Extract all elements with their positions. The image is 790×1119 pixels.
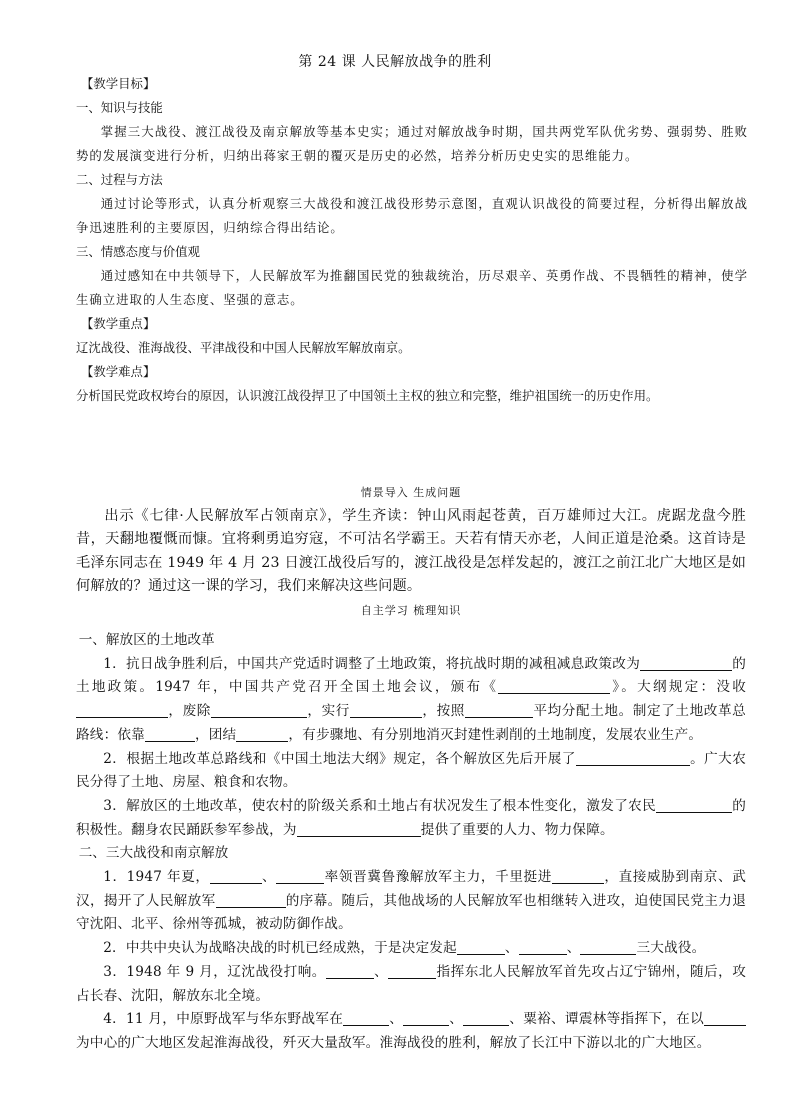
emotion-heading: 三、情感态度与价值观	[76, 244, 200, 259]
question-3-campaigns: 3．1948 年 9 月，辽沈战役打响。 、 指挥东北人民解放军首先攻占辽宁锦州，随后，攻占长春、沈阳，解放东北全境。	[76, 963, 747, 1004]
answer-blank[interactable]	[640, 656, 732, 671]
answer-blank[interactable]	[145, 727, 195, 742]
lesson-title: 第 24 课 人民解放战争的胜利	[298, 54, 492, 70]
answer-blank[interactable]	[704, 1012, 746, 1027]
part1-heading: 一、解放区的土地改革	[78, 632, 215, 648]
question-2-land: 2．根据土地改革总路线和《中国土地法大纲》规定，各个解放区先后开展了 。广大农民分得了土地、房屋、粮食和农物。	[76, 750, 746, 791]
answer-blank[interactable]	[76, 704, 168, 719]
emotion-text: 通过感知在中共领导下，人民解放军为推翻国民党的独裁统治，历尽艰辛、英勇作战、不畏牺牲的精神，使学生确立进取的人生态度、坚强的意志。	[76, 268, 748, 307]
key-points-text: 辽沈战役、淮海战役、平津战役和中国人民解放军解放南京。	[76, 340, 411, 355]
answer-blank[interactable]	[276, 869, 324, 884]
answer-blank[interactable]	[216, 893, 286, 908]
teaching-objectives-section	[76, 72, 748, 408]
answer-blank[interactable]	[576, 751, 690, 766]
self-study-section	[76, 629, 746, 1056]
answer-blank[interactable]	[388, 964, 436, 979]
question-2-campaigns: 2．中共中央认为战略决战的时机已经成熟，于是决定发起 、 、 三大战役。	[103, 940, 706, 957]
answer-blank[interactable]	[463, 1012, 509, 1027]
knowledge-heading: 一、知识与技能	[76, 100, 163, 115]
answer-blank[interactable]	[498, 680, 610, 695]
answer-blank[interactable]	[580, 941, 636, 956]
question-4-campaigns: 4．11 月，中原野战军与华东野战军在 、 、 、粟裕、谭震林等指挥下，在以为中心的广大地区发起淮海战役，歼灭大量敌军。淮海战役的胜利，解放了长江中下游以北的广大地区。	[76, 1008, 746, 1055]
objectives-heading: 【教学目标】	[81, 76, 156, 91]
question-1-land: 1．抗日战争胜利后，中国共产党适时调整了土地政策，将抗战时期的减租减息政策改为 的土地政策。1947 年，中国共产党召开全国土地会议，颁布《 》。大纲规定：没收，废除 ，实行 ，按照 平均分配土地。制定了土地改革总路线：依靠 ，团结 ，有步骤地、有分别地消灭封建性剥削的土地制度，发展农业生产。	[76, 655, 747, 743]
key-points-heading: 【教学重点】	[81, 316, 156, 331]
answer-blank[interactable]	[350, 704, 422, 719]
intro-text: 出示《七律·人民解放军占领南京》，学生齐读：钟山风雨起苍黄，百万雄师过大江。虎踞龙盘今胜昔，天翻地覆慨而慷。宜将剩勇追穷寇，不可沽名学霸王。天若有情天亦老，人间正道是沧桑。这首诗是毛泽东同志在 1949 年 4 月 23 日渡江战役后写的，渡江战役是怎样发起的，渡江之前江北广大地区是如何解放的？通过这一课的学习，我们来解决这些问题。	[76, 507, 746, 594]
answer-blank[interactable]	[403, 1012, 449, 1027]
answer-blank[interactable]	[236, 727, 288, 742]
difficulties-text: 分析国民党政权垮台的原因，认识渡江战役捍卫了中国领土主权的独立和完整，维护祖国统一的历史作用。	[76, 388, 659, 403]
answer-blank[interactable]	[465, 704, 533, 719]
part2-heading: 二、三大战役和南京解放	[78, 845, 229, 862]
answer-blank[interactable]	[656, 798, 732, 813]
answer-blank[interactable]	[343, 1012, 389, 1027]
answer-blank[interactable]	[519, 941, 567, 956]
answer-blank[interactable]	[457, 941, 505, 956]
question-1-campaigns: 1．1947 年夏， 、 率领晋冀鲁豫解放军主力，千里挺进 ，直接威胁到南京、武汉，揭开了人民解放军 的序幕。随后，其他战场的人民解放军也相继转入进攻，迫使国民党主力退守沈阳、北平、徐州等孤城，被动防御作战。	[76, 869, 747, 933]
knowledge-text: 掌握三大战役、渡江战役及南京解放等基本史实；通过对解放战争时期，国共两党军队优劣势、强弱势、胜败势的发展演变进行分析，归纳出蒋家王朝的覆灭是历史的必然，培养分析历史史实的思维能力。	[76, 124, 748, 163]
process-text: 通过讨论等形式，认真分析观察三大战役和渡江战役形势示意图，直观认识战役的简要过程，分析得出解放战争迅速胜利的主要原因，归纳综合得出结论。	[76, 196, 748, 235]
question-3-land: 3．解放区的土地改革，使农村的阶级关系和土地占有状况发生了根本性变化，激发了农民 的积极性。翻身农民踊跃参军参战，为 提供了重要的人力、物力保障。	[76, 797, 746, 838]
difficulties-heading: 【教学难点】	[81, 364, 156, 379]
self-study-heading: 自主学习 梳理知识	[360, 603, 462, 617]
answer-blank[interactable]	[326, 964, 374, 979]
answer-blank[interactable]	[211, 704, 307, 719]
intro-heading: 情景导入 生成问题	[360, 486, 462, 499]
intro-section	[76, 481, 746, 622]
answer-blank[interactable]	[552, 869, 604, 884]
process-heading: 二、过程与方法	[76, 172, 163, 187]
answer-blank[interactable]	[297, 822, 421, 837]
answer-blank[interactable]	[210, 869, 262, 884]
